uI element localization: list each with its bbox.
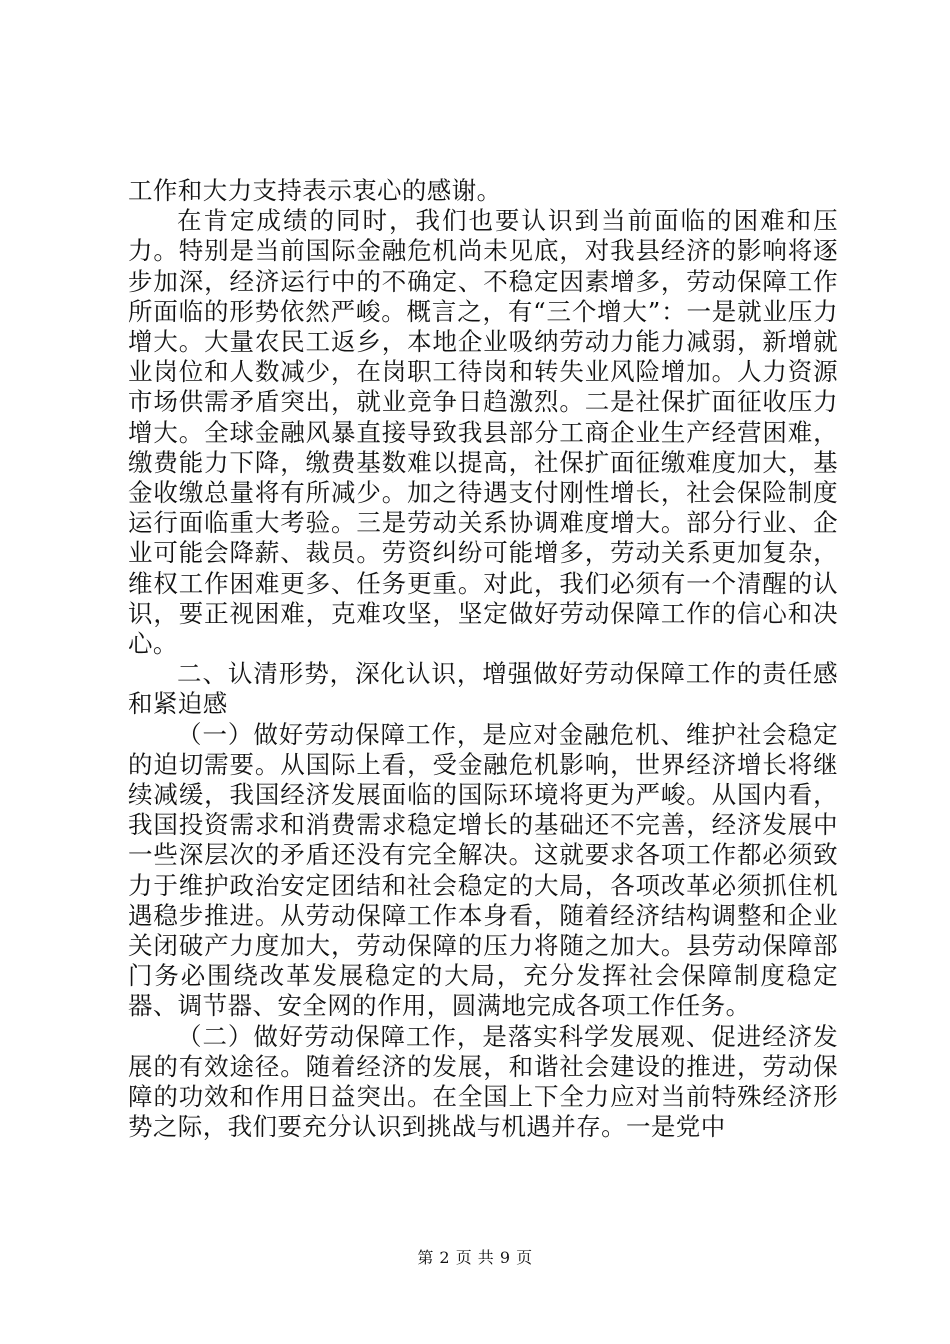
document-body	[128, 176, 838, 1143]
page-number-footer: 第 2 页 共 9 页	[417, 1248, 533, 1267]
paragraph-point-one: （一）做好劳动保障工作，是应对金融危机、维护社会稳定的迫切需要。从国际上看，受金融危机影响，世界经济增长将继续减缓，我国经济发展面临的国际环境将更为严峻。从国内看，我国投资需求和消费需求稳定增长的基础还不完善，经济发展中一些深层次的矛盾还没有完全解决。这就要求各项工作都必须致力于维护政治安定团结和社会稳定的大局，各项改革必须抓住机遇稳步推进。从劳动保障工作本身看，随着经济结构调整和企业关闭破产力度加大，劳动保障的压力将随之加大。县劳动保障部门务必围绕改革发展稳定的大局，充分发挥社会保障制度稳定器、调节器、安全网的作用，圆满地完成各项工作任务。	[128, 719, 838, 1021]
paragraph-continuation: 工作和大力支持表示衷心的感谢。	[128, 176, 502, 205]
paragraph-difficulties: 在肯定成绩的同时，我们也要认识到当前面临的困难和压力。特别是当前国际金融危机尚未见底，对我县经济的影响将逐步加深，经济运行中的不确定、不稳定因素增多，劳动保障工作所面临的形势依然严峻。概言之，有“三个增大”：一是就业压力增大。大量农民工返乡，本地企业吸纳劳动力能力减弱，新增就业岗位和人数减少，在岗职工待岗和转失业风险增加。人力资源市场供需矛盾突出，就业竞争日趋激烈。二是社保扩面征收压力增大。全球金融风暴直接导致我县部分工商企业生产经营困难，缴费能力下降，缴费基数难以提高，社保扩面征缴难度加大，基金收缴总量将有所减少。加之待遇支付刚性增长，社会保险制度运行面临重大考验。三是劳动关系协调难度增大。部分行业、企业可能会降薪、裁员。劳资纠纷可能增多，劳动关系更加复杂，维权工作困难更多、任务更重。对此，我们必须有一个清醒的认识，要正视困难，克难攻坚，坚定做好劳动保障工作的信心和决心。	[128, 206, 838, 659]
paragraph-point-two: （二）做好劳动保障工作，是落实科学发展观、促进经济发展的有效途径。随着经济的发展，和谐社会建设的推进，劳动保障的功效和作用日益突出。在全国上下全力应对当前特殊经济形势之际，我们要充分认识到挑战与机遇并存。一是党中	[128, 1021, 838, 1142]
section-heading: 二、认清形势，深化认识，增强做好劳动保障工作的责任感和紧迫感	[128, 659, 838, 719]
